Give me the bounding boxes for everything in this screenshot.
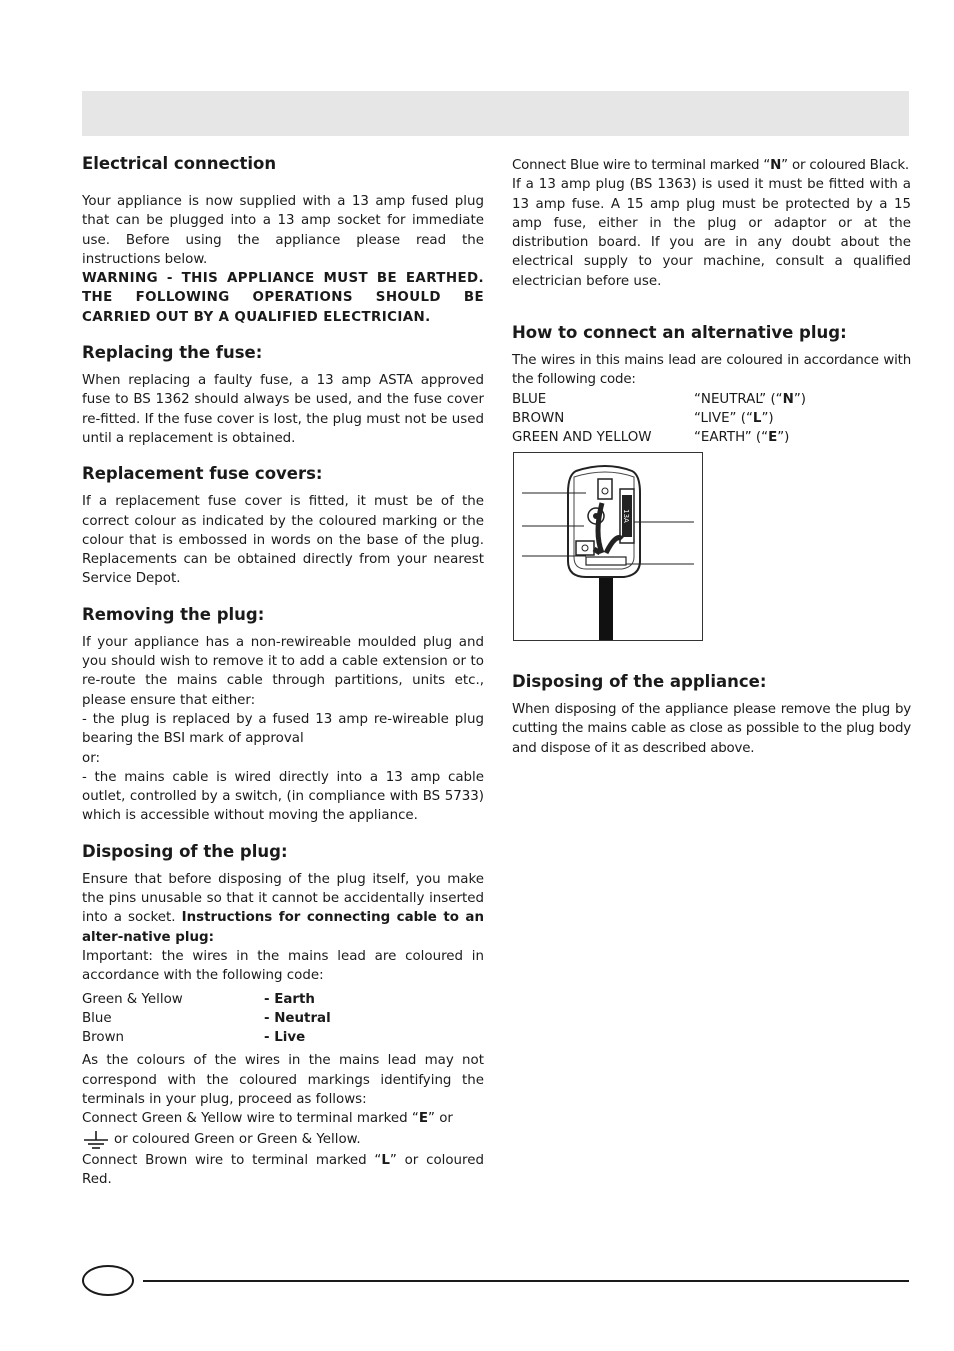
paragraph: - the mains cable is wired directly into a 13 amp cable outlet, controlled by a switch, (in compliance with BS 5733) which is accessible without moving the appliance. <box>82 769 484 824</box>
wire-meaning: - Neutral <box>264 1010 331 1026</box>
heading-replacement-fuse-covers: Replacement fuse covers: <box>82 464 323 484</box>
header-band <box>82 91 909 136</box>
left-column <box>82 154 484 1189</box>
wire-colour: Blue <box>82 1010 112 1026</box>
section-removing-plug <box>82 605 484 826</box>
wire-colour: GREEN AND YELLOW <box>512 429 652 445</box>
page-number-oval <box>82 1265 134 1296</box>
paragraph: - the plug is replaced by a fused 13 amp re-wireable plug bearing the BSI mark of approval <box>82 711 484 747</box>
text: “EARTH” (“ <box>694 429 769 445</box>
text: “NEUTRAL” (“ <box>694 391 783 407</box>
paragraph: If your appliance has a non-rewireable moulded plug and you should wish to remove it to add a cable extension or to re-route the mains cable through partitions, units etc., please ensure that either: <box>82 634 484 708</box>
section-replacing-fuse <box>82 343 484 448</box>
text: ”) <box>793 391 807 407</box>
heading-alternative-plug: How to connect an alternative plug: <box>512 323 847 343</box>
wire-colour: BROWN <box>512 410 565 426</box>
text: ” or coloured Black. <box>781 158 909 173</box>
footer-rule <box>143 1280 909 1282</box>
wire-meaning: - Earth <box>264 991 315 1007</box>
wire-meaning <box>694 428 789 447</box>
code-row-earth <box>82 990 484 1009</box>
text: Connect Blue wire to terminal marked “ <box>512 158 771 173</box>
code-row-neutral <box>82 1009 484 1028</box>
bold-text: L <box>752 410 762 426</box>
paragraph <box>82 1109 484 1128</box>
paragraph <box>512 156 911 175</box>
bold-text: N <box>782 391 794 407</box>
text: ” or coloured Red. <box>82 1152 484 1187</box>
section-disposing-plug <box>82 842 484 1189</box>
section-electrical-connection <box>82 154 484 327</box>
paragraph <box>82 870 484 947</box>
wire-meaning <box>694 409 774 428</box>
text: Connect Green & Yellow wire to terminal marked “ <box>82 1111 419 1127</box>
paragraph: The wires in this mains lead are coloured in accordance with the following code: <box>512 353 911 388</box>
section-alternative-plug <box>512 323 911 447</box>
section-disposing-appliance <box>512 672 911 758</box>
paragraph: As the colours of the wires in the mains lead may not correspond with the coloured markings identifying the terminals in your plug, proceed as follows: <box>82 1053 484 1107</box>
wire-meaning <box>694 390 806 409</box>
heading-disposing-appliance: Disposing of the appliance: <box>512 672 767 691</box>
bold-text: E <box>768 429 778 445</box>
text: or coloured Green or Green & Yellow. <box>114 1131 361 1147</box>
bold-text: E <box>418 1111 428 1127</box>
neutral-wire <box>594 549 600 553</box>
code-row-brown <box>512 409 911 428</box>
wire-colour: Brown <box>82 1030 125 1046</box>
plug-wiring-diagram <box>513 452 703 641</box>
text: “LIVE” (“ <box>694 410 753 426</box>
wire-meaning: - Live <box>264 1030 306 1046</box>
code-row-blue <box>512 390 911 409</box>
bold-text: L <box>381 1152 390 1168</box>
paragraph <box>82 1129 484 1151</box>
heading-disposing-plug: Disposing of the plug: <box>82 841 288 861</box>
section-replacement-fuse-covers <box>82 464 484 588</box>
text: Connect Brown wire to terminal marked “ <box>82 1152 382 1168</box>
wire-colour: Green & Yellow <box>82 991 183 1007</box>
code-row-green-yellow <box>512 428 911 447</box>
heading-electrical-connection: Electrical connection <box>82 154 277 173</box>
warning-text: WARNING - THIS APPLIANCE MUST BE EARTHED. THE FOLLOWING OPERATIONS SHOULD BE CARRIED OUT BY A QUALIFIED ELECTRICIAN. <box>82 271 484 325</box>
paragraph: When disposing of the appliance please remove the plug by cutting the mains cable as close as possible to the plug body and dispose of it as described above. <box>512 702 911 756</box>
paragraph: When replacing a faulty fuse, a 13 amp ASTA approved fuse to BS 1362 should always be used, and the fuse cover re-fitted. If the fuse cover is lost, the plug must not be used until a replacement is obtained. <box>82 373 484 446</box>
text: ”) <box>761 410 774 426</box>
section-intro-right <box>512 156 911 291</box>
text: Ensure that before disposing of the plug itself, you make the pins unusable so that it cannot be accidentally inserted into a socket. <box>82 871 484 926</box>
heading-replacing-fuse: Replacing the fuse: <box>82 343 263 363</box>
paragraph: If a 13 amp plug (BS 1363) is used it must be fitted with a 13 amp fuse. A 15 amp plug must be protected by a 15 amp fuse, either in the plug or adaptor or at the distribution board. If you are in any doubt about the electrical supply to your machine, consult a qualified electrician before use. <box>512 177 911 289</box>
text: ” or <box>428 1111 453 1127</box>
wire-colour: BLUE <box>512 391 547 407</box>
code-row-live <box>82 1028 484 1047</box>
bold-text: Instructions for connecting cable to an alter-native plug: <box>82 910 485 945</box>
cord-grip <box>586 557 626 565</box>
heading-removing-plug: Removing the plug: <box>82 604 265 624</box>
paragraph <box>82 1151 484 1190</box>
right-column <box>512 156 911 756</box>
neutral-terminal <box>576 541 594 555</box>
earth-terminal <box>598 479 612 499</box>
fuse-label: 13A <box>622 509 630 523</box>
text: ”) <box>777 429 790 445</box>
plug-wiring-svg <box>514 453 702 640</box>
paragraph: Your appliance is now supplied with a 13 amp fused plug that can be plugged into a 13 amp socket for immediate use. Before using the appliance please read the instructions below. <box>82 194 484 267</box>
bold-text: N <box>770 158 782 173</box>
earth-symbol-icon <box>82 1131 110 1149</box>
paragraph: Important: the wires in the mains lead are coloured in accordance with the following code: <box>82 948 484 984</box>
paragraph: or: <box>82 750 100 766</box>
paragraph: If a replacement fuse cover is fitted, it must be of the correct colour as indicated by the coloured marking or the colour that is embossed in words on the base of the plug. Replacements can be obtained directly from your nearest Service Depot. <box>82 494 484 587</box>
